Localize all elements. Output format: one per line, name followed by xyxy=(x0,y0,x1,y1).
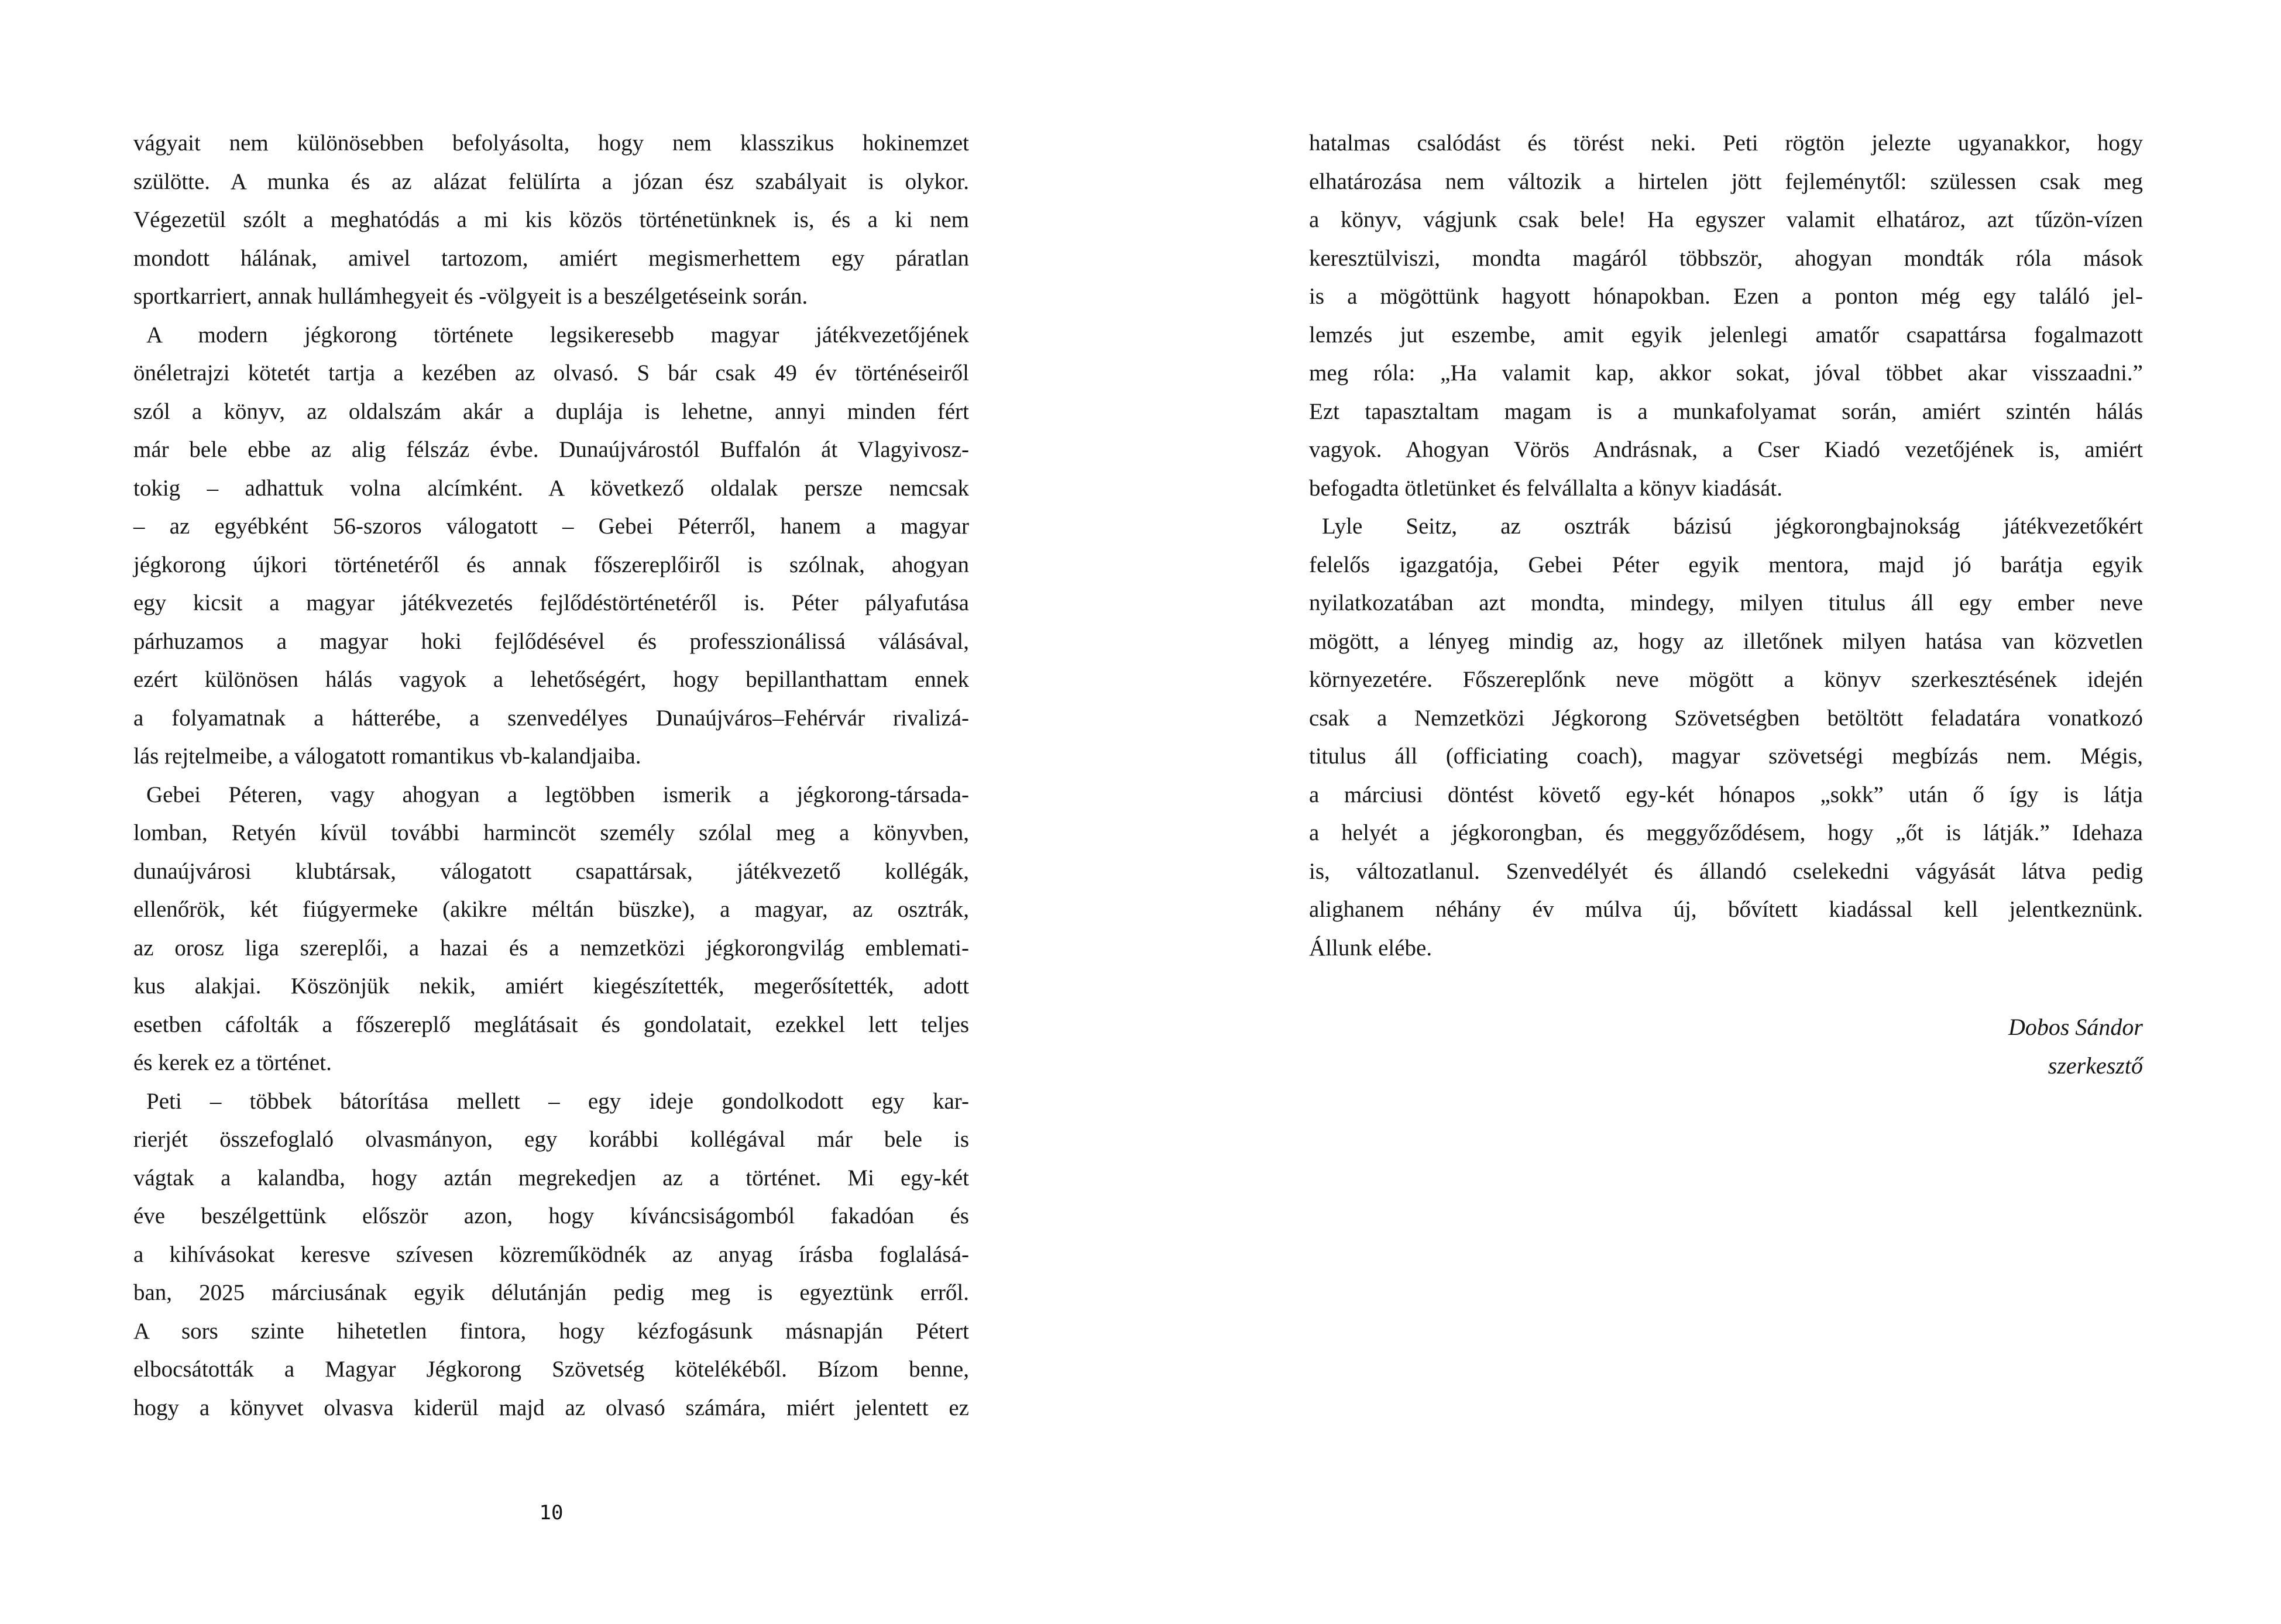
text-line: a márciusi döntést követő egy-két hónapos „sokk” után ő így is látja xyxy=(1309,782,2143,807)
left-page-text xyxy=(133,124,969,1427)
text-line: A modern jégkorong története legsikeresebb magyar játékvezetőjének xyxy=(146,322,969,347)
text-line: jégkorong újkori történetéről és annak főszereplőiről is szólnak, ahogyan xyxy=(133,552,969,577)
text-line: ban, 2025 márciusának egyik délutánján pedig meg is egyeztünk erről. xyxy=(133,1280,969,1305)
text-line: befogadta ötletünket és felvállalta a könyv kiadását. xyxy=(1309,475,1782,501)
text-line: kus alakjai. Köszönjük nekik, amiért kiegészítették, megerősítették, adott xyxy=(133,973,969,999)
text-line: keresztülviszi, mondta magáról többször, ahogyan mondták róla mások xyxy=(1309,245,2143,271)
text-line: felelős igazgatója, Gebei Péter egyik mentora, majd jó barátja egyik xyxy=(1309,552,2143,577)
text-line: csak a Nemzetközi Jégkorong Szövetségben betöltött feladatára vonatkozó xyxy=(1309,705,2143,731)
signature-block xyxy=(1309,1008,2143,1085)
text-line: önéletrajzi kötetét tartja a kezében az olvasó. S bár csak 49 év történéseiről xyxy=(133,360,969,386)
text-line: és kerek ez a történet. xyxy=(133,1050,332,1075)
text-line: a helyét a jégkorongban, és meggyőződésem, hogy „őt is látják.” Idehaza xyxy=(1309,820,2143,845)
text-line: éve beszélgettünk először azon, hogy kíváncsiságomból fakadóan és xyxy=(133,1203,969,1229)
text-line: Végezetül szólt a meghatódás a mi kis közös történetünknek is, és a ki nem xyxy=(133,207,969,232)
text-line: rierjét összefoglaló olvasmányon, egy korábbi kollégával már bele is xyxy=(133,1127,969,1152)
text-line: is a mögöttünk hagyott hónapokban. Ezen a ponton még egy találó jel- xyxy=(1309,284,2143,309)
text-line: lomban, Retyén kívül további harmincöt személy szólal meg a könyvben, xyxy=(133,820,969,845)
text-line: sportkarriert, annak hullámhegyeit és -völgyeit is a beszélgetéseink során. xyxy=(133,284,808,309)
text-line: dunaújvárosi klubtársak, válogatott csapattársak, játékvezető kollégák, xyxy=(133,858,969,884)
text-line: a kihívásokat keresve szívesen közreműködnék az anyag írásba foglalásá- xyxy=(133,1241,969,1267)
text-line: A sors szinte hihetetlen fintora, hogy kézfogásunk másnapján Pétert xyxy=(133,1318,969,1344)
text-line: lás rejtelmeibe, a válogatott romantikus vb-kalandjaiba. xyxy=(133,744,641,769)
text-line: hogy a könyvet olvasva kiderül majd az olvasó számára, miért jelentett ez xyxy=(133,1395,969,1420)
text-line: Lyle Seitz, az osztrák bázisú jégkorongbajnokság játékvezetőkért xyxy=(1322,514,2143,539)
text-line: az orosz liga szereplői, a hazai és a nemzetközi jégkorongvilág emblemati- xyxy=(133,935,969,961)
text-line: Állunk elébe. xyxy=(1309,935,1433,961)
text-line: tokig – adhattuk volna alcímként. A következő oldalak persze nemcsak xyxy=(133,475,969,501)
left-page-lines xyxy=(133,124,969,1427)
text-line: Ezt tapasztaltam magam is a munkafolyamat során, amiért szintén hálás xyxy=(1309,398,2143,424)
signature-role: szerkesztő xyxy=(2048,1052,2143,1079)
text-line: Peti – többek bátorítása mellett – egy ideje gondolkodott egy kar- xyxy=(146,1088,969,1114)
page-number: 10 xyxy=(539,1501,564,1525)
text-line: esetben cáfolták a főszereplő meglátásait és gondolatait, ezekkel lett teljes xyxy=(133,1011,969,1037)
text-line: lemzés jut eszembe, amit egyik jelenlegi amatőr csapattársa fogalmazott xyxy=(1309,322,2143,347)
text-line: vágyait nem különösebben befolyásolta, hogy nem klasszikus hokinemzet xyxy=(133,130,969,156)
text-line: elhatározása nem változik a hirtelen jött fejleménytől: szülessen csak meg xyxy=(1309,168,2143,194)
signature-name: Dobos Sándor xyxy=(2008,1014,2143,1040)
text-line: környezetére. Főszereplőnk neve mögött a könyv szerkesztésének idején xyxy=(1309,667,2143,692)
text-line: is, változatlanul. Szenvedélyét és állandó cselekedni vágyását látva pedig xyxy=(1309,858,2143,884)
text-line: már bele ebbe az alig félszáz évbe. Dunaújvárostól Buffalón át Vlagyivosz- xyxy=(133,437,969,462)
text-line: vágtak a kalandba, hogy aztán megrekedjen az a történet. Mi egy-két xyxy=(133,1165,969,1191)
text-line: szülötte. A munka és az alázat felülírta a józan ész szabályait is olykor. xyxy=(133,168,969,194)
text-line: párhuzamos a magyar hoki fejlődésével és professzionálissá válásával, xyxy=(133,628,969,654)
text-line: elbocsátották a Magyar Jégkorong Szövetség kötelékéből. Bízom benne, xyxy=(133,1357,969,1382)
text-line: hatalmas csalódást és törést neki. Peti rögtön jelezte ugyanakkor, hogy xyxy=(1309,130,2143,156)
text-line: a könyv, vágjunk csak bele! Ha egyszer valamit elhatároz, azt tűzön-vízen xyxy=(1309,207,2143,232)
text-line: mögött, a lényeg mindig az, hogy az illetőnek milyen hatása van közvetlen xyxy=(1309,628,2143,654)
text-line: a folyamatnak a hátterébe, a szenvedélyes Dunaújváros–Fehérvár rivalizá- xyxy=(133,705,969,731)
text-line: egy kicsit a magyar játékvezetés fejlődéstörténetéről is. Péter pályafutása xyxy=(133,590,969,615)
text-line: alighanem néhány év múlva új, bővített kiadással kell jelentkeznünk. xyxy=(1309,897,2143,922)
text-line: meg róla: „Ha valamit kap, akkor sokat, jóval többet akar visszaadni.” xyxy=(1309,360,2143,386)
text-line: Gebei Péteren, vagy ahogyan a legtöbben ismerik a jégkorong-társada- xyxy=(146,782,969,807)
text-line: ellenőrök, két fiúgyermeke (akikre méltán büszke), a magyar, az osztrák, xyxy=(133,897,969,922)
right-page-lines xyxy=(1309,124,2143,967)
text-line: titulus áll (officiating coach), magyar szövetségi megbízás nem. Mégis, xyxy=(1309,744,2143,769)
text-line: szól a könyv, az oldalszám akár a duplája is lehetne, annyi minden fért xyxy=(133,398,969,424)
text-line: vagyok. Ahogyan Vörös Andrásnak, a Cser Kiadó vezetőjének is, amiért xyxy=(1309,437,2143,462)
text-line: – az egyébként 56-szoros válogatott – Gebei Péterről, hanem a magyar xyxy=(133,514,969,539)
text-line: mondott hálának, amivel tartozom, amiért megismerhettem egy páratlan xyxy=(133,245,969,271)
text-line: nyilatkozatában azt mondta, mindegy, milyen titulus áll egy ember neve xyxy=(1309,590,2143,615)
text-line: ezért különösen hálás vagyok a lehetőségért, hogy bepillanthattam ennek xyxy=(133,667,969,692)
right-page-text xyxy=(1309,124,2143,1085)
